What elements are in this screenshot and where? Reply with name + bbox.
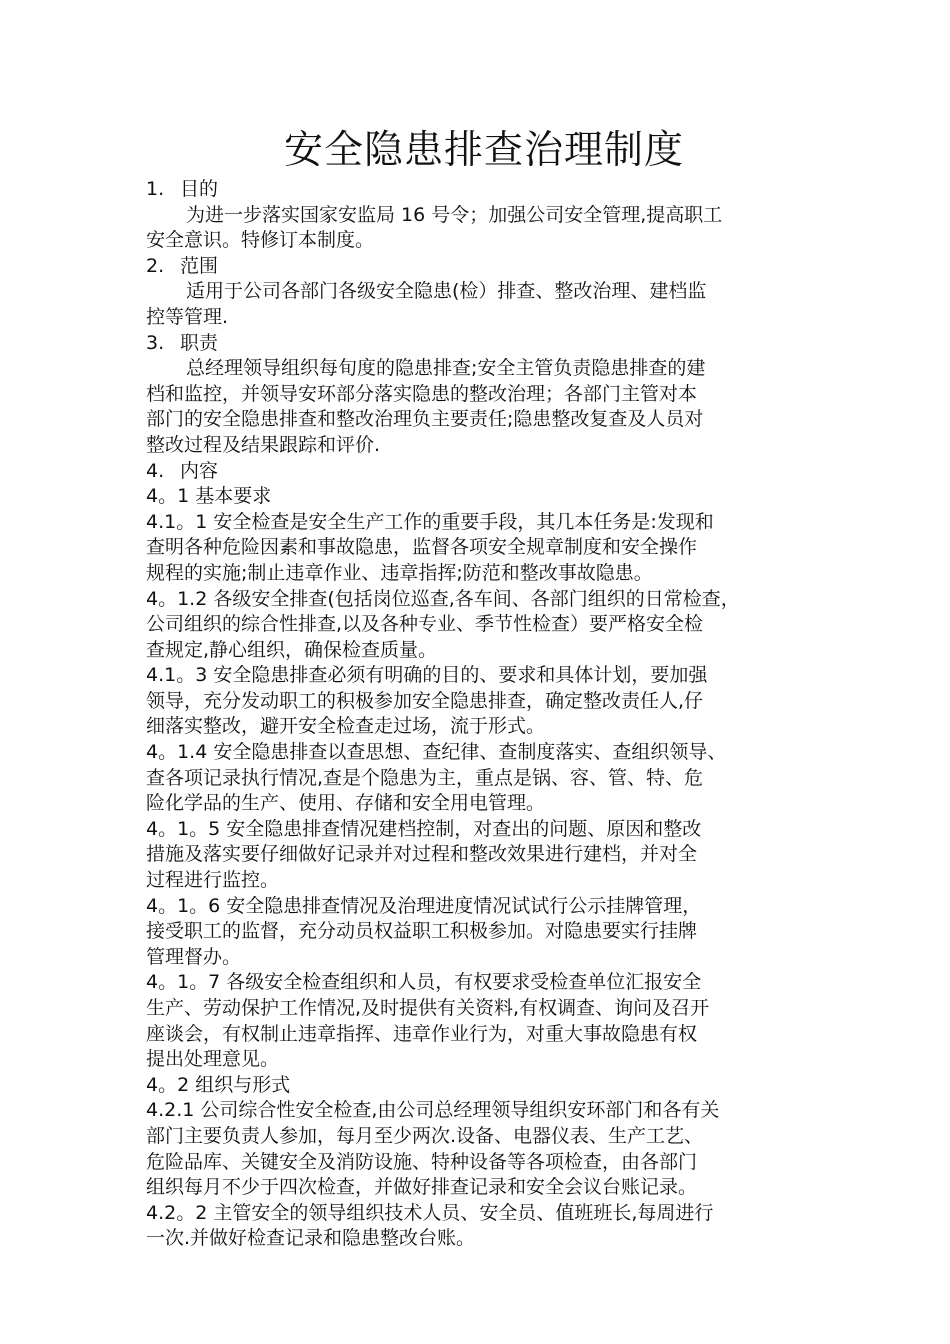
paragraph-line: 险化学品的生产、使用、存储和安全用电管理。: [146, 792, 546, 815]
paragraph-line: 过程进行监控。: [146, 869, 280, 892]
paragraph-line: 部门的安全隐患排查和整改治理负主要责任;隐患整改复查及人员对: [146, 408, 704, 431]
section-title: 目的: [180, 178, 219, 200]
paragraph-line: 4.1。3 安全隐患排查必须有明确的目的、要求和具体计划，要加强: [146, 664, 708, 687]
paragraph-line: 4。1.4 安全隐患排查以查思想、查纪律、查制度落实、查组织领导、: [146, 741, 727, 764]
document-title: 安全隐患排查治理制度: [283, 128, 684, 173]
paragraph-line: 整改过程及结果跟踪和评价.: [146, 433, 381, 456]
section-heading: [146, 254, 822, 280]
section-number: 3.: [146, 331, 165, 354]
paragraph-line: 查明各种危险因素和事故隐患，监督各项安全规章制度和安全操作: [146, 536, 698, 559]
paragraph-line: 一次.并做好检查记录和隐患整改台账。: [146, 1227, 476, 1250]
paragraph-line: 危险品库、关键安全及消防设施、特种设备等各项检查，由各部门: [146, 1150, 698, 1173]
paragraph-line: 生产、劳动保护工作情况,及时提供有关资料,有权调查、询问及召开: [146, 997, 710, 1019]
section-number: 4.: [146, 459, 165, 482]
paragraph-line: 4。1.2 各级安全排查(包括岗位巡查,各车间、各部门组织的日常检查，: [146, 587, 740, 610]
paragraph-line: 细落实整改，避开安全检查走过场，流于形式。: [146, 715, 546, 738]
section-title: 范围: [180, 254, 219, 277]
paragraph-line: 4.2。2 主管安全的领导组织技术人员、安全员、值班班长,每周进行: [146, 1201, 714, 1224]
paragraph-line: 提出处理意见。: [146, 1048, 280, 1071]
paragraph-line: 4.1。1 安全检查是安全生产工作的重要手段，其几本任务是:发现和: [146, 510, 714, 533]
paragraph-line: 措施及落实要仔细做好记录并对过程和整改效果进行建档，并对全: [146, 843, 698, 866]
subsection-heading: 4。2 组织与形式: [146, 1073, 291, 1096]
paragraph-line: 查规定,静心组织，确保检查质量。: [146, 638, 438, 661]
subsection-heading: 4。1 基本要求: [146, 485, 272, 508]
section-heading: [146, 331, 822, 357]
paragraph-line: 档和监控，并领导安环部分落实隐患的整改治理；各部门主管对本: [146, 382, 698, 405]
document-body: [146, 126, 822, 1252]
section-number: 2.: [146, 254, 165, 277]
paragraph-line: 4。1。7 各级安全检查组织和人员，有权要求受检查单位汇报安全: [146, 971, 702, 994]
paragraph-line: 为进一步落实国家安监局 16 号令；加强公司安全管理,提高职工: [186, 203, 723, 226]
paragraph-line: 管理督办。: [146, 945, 242, 968]
section-title: 内容: [180, 459, 219, 482]
paragraph-line: 4。1。5 安全隐患排查情况建档控制，对查出的问题、原因和整改: [146, 817, 702, 840]
paragraph-line: 组织每月不少于四次检查，并做好排查记录和安全会议台账记录。: [146, 1176, 698, 1199]
section-number: 1.: [146, 178, 165, 200]
paragraph-line: 适用于公司各部门各级安全隐患(检）排查、整改治理、建档监: [186, 280, 707, 303]
section-heading: [146, 459, 822, 485]
paragraph-line: 查各项记录执行情况,查是个隐患为主，重点是锅、容、管、特、危: [146, 766, 704, 789]
paragraph-line: 安全意识。特修订本制度。: [146, 229, 375, 252]
paragraph-line: 总经理领导组织每旬度的隐患排查;安全主管负责隐患排查的建: [186, 357, 706, 380]
paragraph-line: 控等管理.: [146, 305, 229, 328]
paragraph-line: 接受职工的监督，充分动员权益职工积极参加。对隐患要实行挂牌: [146, 920, 698, 943]
paragraph-line: 领导，充分发动职工的积极参加安全隐患排查，确定整改责任人,仔: [146, 689, 704, 712]
paragraph-line: 座谈会，有权制止违章指挥、违章作业行为，对重大事故隐患有权: [146, 1022, 698, 1045]
paragraph-line: 4。1。6 安全隐患排查情况及治理进度情况试试行公示挂牌管理，: [146, 894, 702, 917]
paragraph-line: 部门主要负责人参加，每月至少两次.设备、电器仪表、生产工艺、: [146, 1124, 704, 1147]
paragraph-line: 4.2.1 公司综合性安全检查,由公司总经理领导组织安环部门和各有关: [146, 1099, 720, 1122]
paragraph-line: 公司组织的综合性排查,以及各种专业、季节性检查）要严格安全检: [146, 613, 704, 636]
paragraph-line: 规程的实施;制止违章作业、违章指挥;防范和整改事故隐患。: [146, 561, 653, 584]
section-heading: [146, 177, 822, 203]
section-title: 职责: [180, 331, 219, 354]
